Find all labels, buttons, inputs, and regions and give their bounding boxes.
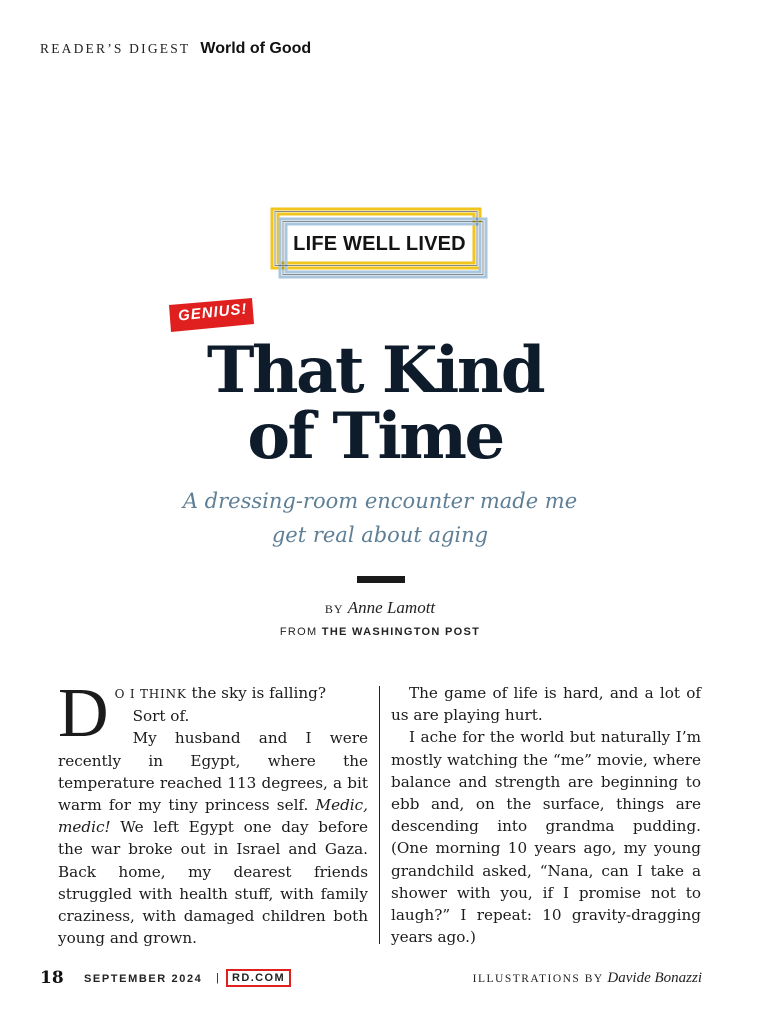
paragraph: [58, 727, 368, 949]
divider-dash: [357, 576, 405, 583]
headline-line-1: That Kind: [206, 333, 544, 408]
body-column-left: [58, 675, 368, 949]
source-label: FROM: [279, 626, 318, 638]
footer-separator: |: [216, 972, 219, 984]
byline: [0, 598, 760, 618]
section-name: World of Good: [200, 40, 312, 57]
paragraph-text: the sky is falling?: [186, 684, 326, 702]
lead-smallcaps: O I THINK: [114, 687, 187, 701]
paragraph-text: We left Egypt one day before the war broke out in Israel and Gaza. Back home, my dearest friends struggled with health stuff, with family craziness, with damaged children both young and grown.: [58, 818, 368, 948]
genius-tag: [166, 297, 256, 333]
column-rule: [379, 686, 380, 944]
author-name: Anne Lamott: [347, 598, 436, 617]
source-name: THE WASHINGTON POST: [321, 626, 481, 638]
headline: [0, 333, 750, 474]
body-column-right: [391, 682, 701, 948]
paragraph: Sort of.: [132, 707, 190, 726]
page-number: 18: [40, 968, 64, 988]
source-line: [0, 626, 760, 638]
illustration-credit: [473, 970, 702, 987]
dek: [0, 484, 760, 552]
issue-date: SEPTEMBER 2024: [84, 973, 203, 985]
page-footer: [40, 968, 710, 990]
headline-line-2: of Time: [247, 399, 503, 474]
credit-label: ILLUSTRATIONS BY: [472, 973, 604, 985]
magazine-name: READER’S DIGEST: [40, 41, 191, 56]
tag-label: GENIUS!: [177, 300, 249, 325]
drop-cap: D: [58, 675, 109, 752]
badge-label: LIFE WELL LIVED: [293, 232, 466, 255]
dek-line-1: A dressing-room encounter made me: [182, 489, 578, 513]
site-link[interactable]: RD.COM: [226, 969, 291, 987]
paragraph: I ache for the world but naturally I’m mostly watching the “me” movie, where balance and strength are beginning to ebb and, on the surface, things are descending into grandma pudding. (One morning 10 years ago, my young grandchild asked, “Nana, can I take a shower with you, if I promise not to laugh?” I repeat: 10 gravity-dragging years ago.): [391, 728, 701, 947]
paragraph: The game of life is hard, and a lot of us are playing hurt.: [391, 684, 701, 725]
running-head: [40, 40, 311, 58]
paragraph-text: My husband and I were recently in Egypt, where the temperature reached 113 degrees, a bit warm for my tiny princess self.: [58, 729, 368, 815]
illustrator-name: Davide Bonazzi: [607, 970, 702, 986]
byline-by: BY: [324, 602, 344, 616]
dek-line-2: get real about aging: [271, 523, 489, 547]
column-badge: [270, 207, 489, 279]
italic-text: Medic, medic!: [58, 796, 368, 837]
